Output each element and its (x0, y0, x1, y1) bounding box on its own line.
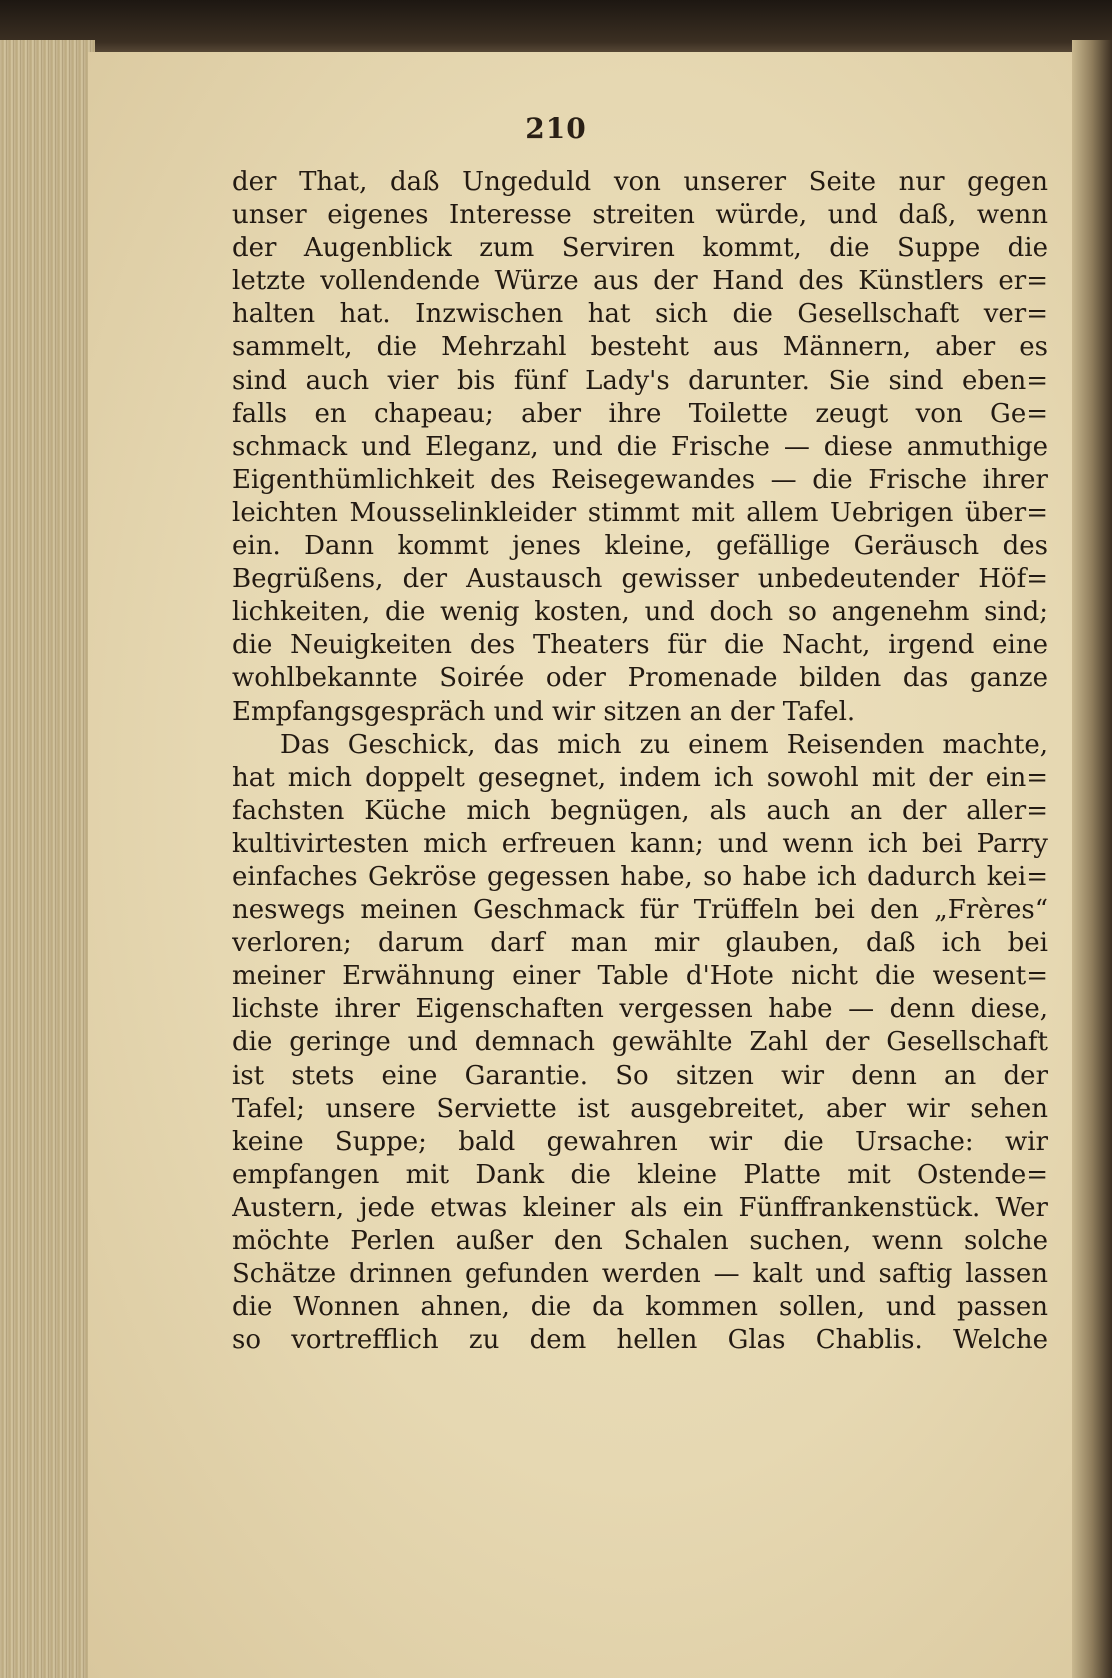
book-binding (1072, 40, 1112, 1678)
text-line: leichten Mousselinkleider stimmt mit allem Uebrigen über= (232, 497, 1048, 528)
text-line: einfaches Gekröse gegessen habe, so habe ich dadurch kei= (232, 861, 1048, 892)
text-line: lichste ihrer Eigenschaften vergessen habe — denn diese, (232, 994, 1048, 1025)
text-line: sind auch vier bis fünf Lady's darunter. Sie sind eben= (232, 365, 1048, 396)
text-line: empfangen mit Dank die kleine Platte mit Ostende= (232, 1159, 1048, 1190)
page-number: 210 (525, 112, 587, 145)
text-line: ist stets eine Garantie. So sitzen wir denn an der (232, 1060, 1048, 1091)
text-line: Austern, jede etwas kleiner als ein Fünffrankenstück. Wer (232, 1192, 1048, 1223)
text-line: Tafel; unsere Serviette ist ausgebreitet, aber wir sehen (232, 1093, 1048, 1124)
text-line: kultivirtesten mich erfreuen kann; und wenn ich bei Parry (232, 828, 1048, 859)
text-line: keine Suppe; bald gewahren wir die Ursache: wir (232, 1126, 1048, 1157)
text-line: wohlbekannte Soirée oder Promenade bilden das ganze (232, 663, 1048, 694)
text-line: Eigenthümlichkeit des Reisegewandes — die Frische ihrer (232, 464, 1048, 495)
text-line: falls en chapeau; aber ihre Toilette zeugt von Ge= (232, 398, 1048, 429)
text-line: Begrüßens, der Austausch gewisser unbedeutender Höf= (232, 564, 1048, 595)
page-edges (0, 40, 95, 1678)
page-text (232, 166, 1048, 1357)
text-line: verloren; darum darf man mir glauben, daß ich bei (232, 928, 1048, 959)
text-line: neswegs meinen Geschmack für Trüffeln bei den „Frères“ (232, 895, 1048, 926)
text-line: halten hat. Inzwischen hat sich die Gesellschaft ver= (232, 299, 1048, 330)
text-line: Das Geschick, das mich zu einem Reisenden machte, (280, 729, 1048, 760)
text-line: Empfangsgespräch und wir sitzen an der Tafel. (232, 696, 856, 727)
text-line: unser eigenes Interesse streiten würde, und daß, wenn (232, 200, 1048, 231)
text-line: hat mich doppelt gesegnet, indem ich sowohl mit der ein= (232, 762, 1048, 793)
text-line: lichkeiten, die wenig kosten, und doch so angenehm sind; (232, 597, 1048, 628)
text-line: der That, daß Ungeduld von unserer Seite nur gegen (232, 167, 1048, 197)
text-line: die geringe und demnach gewählte Zahl der Gesellschaft (232, 1027, 1048, 1058)
text-line: möchte Perlen außer den Schalen suchen, wenn solche (232, 1226, 1048, 1256)
text-line: sammelt, die Mehrzahl besteht aus Männern, aber es (232, 332, 1048, 363)
text-line: der Augenblick zum Serviren kommt, die Suppe die (232, 233, 1048, 264)
text-line: die Wonnen ahnen, die da kommen sollen, und passen (232, 1292, 1048, 1323)
text-line: Schätze drinnen gefunden werden — kalt und saftig lassen (232, 1259, 1048, 1290)
text-line: meiner Erwähnung einer Table d'Hote nicht die wesent= (232, 961, 1048, 992)
book-cover-top (0, 0, 1112, 60)
text-line: fachsten Küche mich begnügen, als auch an der aller= (232, 795, 1048, 826)
text-line: so vortrefflich zu dem hellen Glas Chablis. Welche (232, 1325, 1048, 1356)
text-line: ein. Dann kommt jenes kleine, gefällige Geräusch des (232, 531, 1048, 562)
text-line: schmack und Eleganz, und die Frische — diese anmuthige (232, 431, 1048, 462)
text-line: die Neuigkeiten des Theaters für die Nacht, irgend eine (232, 630, 1048, 661)
text-line: letzte vollendende Würze aus der Hand des Künstlers er= (232, 266, 1048, 297)
